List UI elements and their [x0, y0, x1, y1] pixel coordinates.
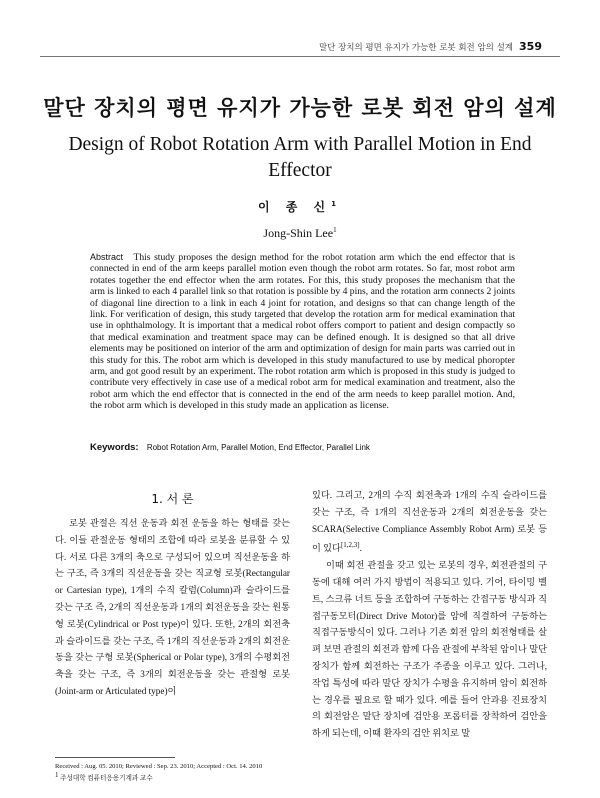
section-heading: 1. 서 론 [151, 492, 194, 506]
author-english [0, 226, 600, 241]
keywords-label: Keywords: [90, 442, 139, 453]
title-korean: 말단 장치의 평면 유지가 가능한 로봇 회전 암의 설계 [43, 96, 557, 120]
author-english-name: Jong-Shin Lee [263, 226, 334, 240]
right-paragraph-1 [312, 487, 547, 557]
abstract [90, 252, 515, 412]
header-rule [40, 56, 560, 57]
running-title: 말단 장치의 평면 유지가 가능한 로봇 회전 암의 설계 [318, 43, 514, 53]
right-text-1: 있다. 그리고, 2개의 수직 회전축과 1개의 수직 슬라이드를 갖는 구조, 즉 1개의 직선운동과 2개의 회전운동을 갖는 SCARA(Selective Compliance Assembly Robot Arm) 로봇 등이 있다 [312, 490, 547, 554]
running-head [319, 40, 542, 53]
left-paragraph: 로봇 관절은 직선 운동과 회전 운동을 하는 형태를 갖는다. 이들 관절운동 형태의 조합에 따라 로봇을 분류할 수 있다. 서로 다른 3개의 축으로 구성되어 있으며 직선운동을 하는 구조, 즉 3개의 직선운동을 갖는 직교형 로봇(Rectangular or Cartesian type), 1개의 수직 칼럼(Column)과 슬라이드를 갖는 구조 즉, 2개의 직선운동과 1개의 회전운동을 갖는 원통형 로봇(Cylindrical or Post type)이 있다. 또한, 2개의 회전축과 슬라이드를 갖는 구조, 즉 1개의 직선운동과 2개의 회전운동을 갖는 구형 로봇(Spherical or Polar type), 3개의 수평회전축을 갖는 구조, 즉 3개의 회전운동을 갖는 관절형 로봇(Joint-arm or Articulated type)이 [55, 518, 290, 696]
abstract-text: This study proposes the design method for the robot rotation arm which the end effector that is connected in end of the arm keeps parallel motion even though the robot arm rotates. So far, most robot arm rotates together the end effector when the arm rotates. For this, this study proposes the mechanism that the arm is linked to each 4 parallel link so that rotation is possible by 4 pins, and the rotation arm connects 2 joints of diagonal line direction to a link in each 4 joint for rotation, and designs so that can change length of the link. For verification of design, this study targeted that develop the rotation arm for medical examination that use in ophthalmology. It is important that a medical robot offers comport to patient and design compactly so that medical examination and treatment space may can be defined enough. It is designed so that all drive elements may be positioned on interior of the arm and optimization of design for main parts was carried out in this study for this. The robot arm which is developed in this study manufactured to use by medical phoropter arm, and got good result by an experiment. The robot rotation arm which is proposed in this study is judged to contribute very effectively in case use of a medical robot arm for medical examination and treatment, also the robot arm which the end effector that is connected in the end of the arm needs to keep parallel motion. And, the robot arm which is developed in this study made an application as license. [90, 252, 515, 412]
affiliation-text: 주성대학 컴퓨터응용기계과 교수 [60, 775, 153, 783]
right-paragraph-2: 이때 회전 관절을 갖고 있는 로봇의 경우, 회전관절의 구동에 대해 여러 가지 방법이 적용되고 있다. 기어, 타이밍 벨트, 스크류 너트 등을 조합하여 구동하는 간접구동 방식과 직접구동모터(Direct Drive Motor)를 암에 직결하여 구동하는 직접구동방식이 있다. 그러나 기존 회전 암의 회전형태를 살펴 보면 관절의 회전과 함께 다음 관절에 부착된 암이나 말단 장치가 함께 회전하는 구조가 주종을 이루고 있다. 그러나, 작업 특성에 따라 말단 장치가 수평을 유지하며 암이 회전하는 경우를 필요로 할 때가 있다. 예를 들어 안과용 진료장치의 회전암은 말단 장치에 검안용 포롭터를 장착하여 검안을 하게 되는데, 이때 환자의 검안 위치로 말 [312, 560, 547, 739]
affiliation-mark: 1 [55, 771, 59, 779]
author-korean-name: 이 종 신 [257, 200, 332, 214]
affiliation-line [55, 771, 305, 783]
footnote [55, 762, 305, 783]
left-column [55, 515, 290, 700]
footnote-rule [55, 757, 175, 758]
right-text-1-end: . [359, 543, 362, 554]
keywords-text: Robot Rotation Arm, Parallel Motion, End Effector, Parallel Link [146, 443, 370, 452]
abstract-label: Abstract [90, 252, 124, 262]
author-affiliation-mark-en: 1 [333, 226, 337, 234]
title-english: Design of Robot Rotation Arm with Parallel Motion in End Effector [68, 134, 532, 181]
author-korean [0, 198, 600, 215]
page-number: 359 [519, 40, 542, 53]
keywords [90, 442, 530, 453]
citation-ref: [1,2,3] [340, 541, 360, 550]
author-affiliation-mark: 1 [331, 200, 342, 208]
right-column [312, 487, 547, 742]
received-dates: Received : Aug. 05. 2010; Reviewed : Sep. 23. 2010; Accepted : Oct. 14. 2010 [55, 763, 263, 770]
